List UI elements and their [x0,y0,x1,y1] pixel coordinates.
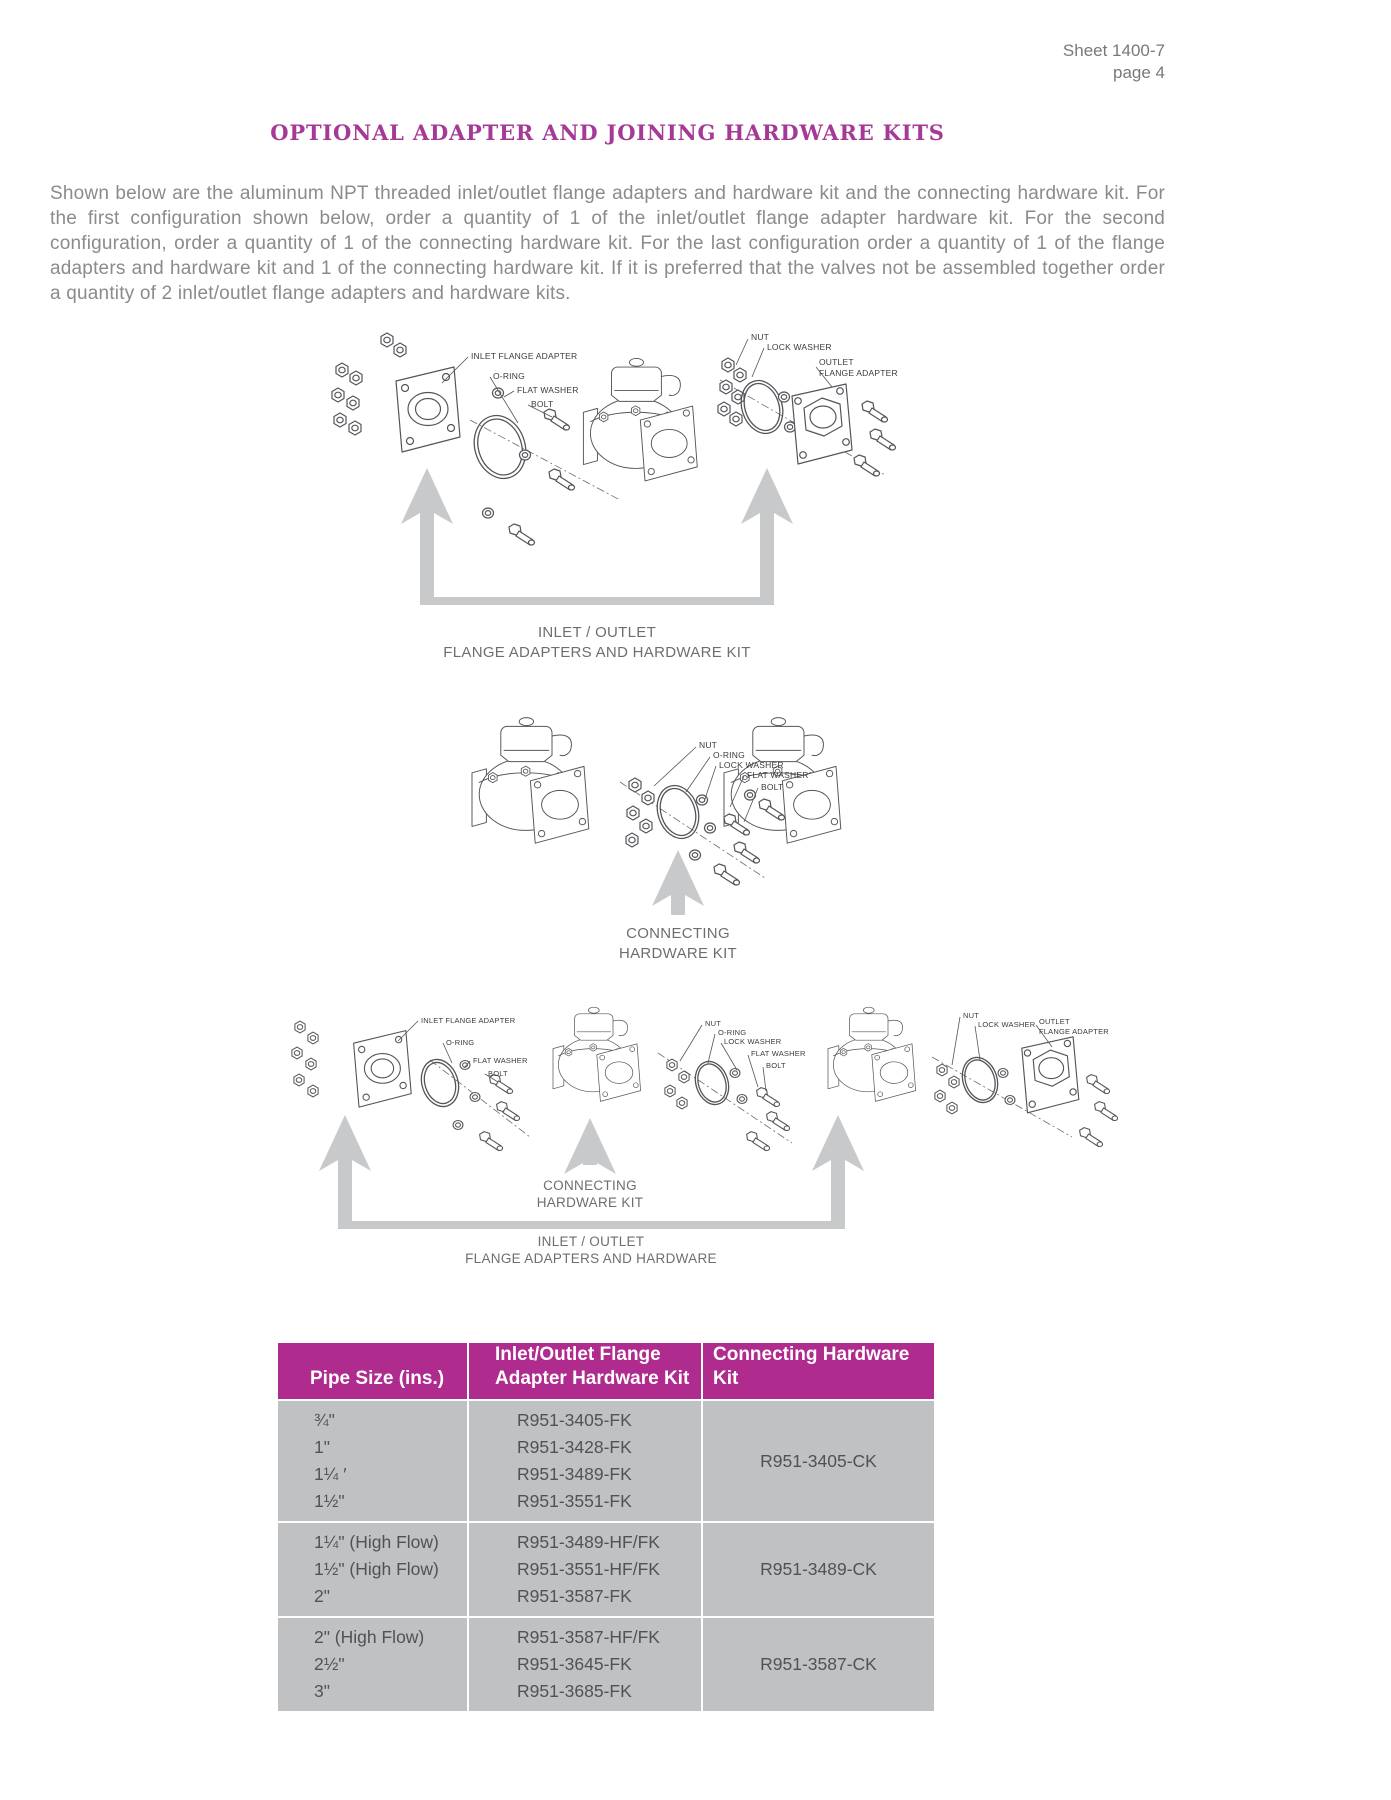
label-o-ring: O-RING [446,1038,475,1047]
bracket-bar [420,597,774,605]
up-arrow-icon [741,468,793,597]
sheet-number: Sheet 1400-7 [1062,41,1165,60]
label-o-ring: O-RING [493,371,525,381]
flange-kit-cell: R951-3405-FK [517,1410,632,1430]
up-arrow-icon [319,1115,371,1221]
label-inlet-flange-adapter: INLET FLANGE ADAPTER [471,351,578,361]
inlet-flange-adapter-icon [354,1031,412,1108]
label-flat-washer: FLAT WASHER [747,770,809,780]
label-nut: NUT [751,332,770,342]
page-number: page 4 [1113,63,1165,82]
page-title: OPTIONAL ADAPTER AND JOINING HARDWARE KITS [270,120,945,145]
diagram2-caption-line2: HARDWARE KIT [618,945,738,962]
diagram-connecting-kit [430,700,970,965]
connecting-kit-cell: R951-3489-CK [703,1523,934,1616]
o-ring-mid-icon [690,1057,734,1109]
pipe-size-cell: ¾" [314,1410,335,1430]
diagram2-caption-line1: CONNECTING [626,925,730,942]
table-group [278,1618,934,1711]
flange-kit-cell: R951-3551-HF/FK [517,1559,660,1579]
pipe-size-cell: 2" (High Flow) [314,1627,425,1647]
label-outlet-flange-2: FLANGE ADAPTER [819,368,898,378]
label-lock-washer: LOCK WASHER [767,342,832,352]
o-ring-icon [651,780,706,844]
valve-icon [583,358,697,480]
pipe-size-cell: 1" [314,1437,330,1457]
label-bolt: BOLT [531,399,554,409]
connecting-kit-cell: R951-3587-CK [703,1618,934,1711]
label-bolt: BOLT [761,782,784,792]
up-arrow-icon [401,468,453,597]
diagram3-caption-bottom-line1: INLET / OUTLET [537,1234,645,1249]
label-bolt: BOLT [488,1069,508,1078]
nut-cluster-right-icon [935,1064,959,1114]
bracket-bar [338,1221,845,1229]
label-outlet-flange-1: OUTLET [819,357,854,367]
label-flat-washer-mid: FLAT WASHER [751,1049,806,1058]
flat-washer-icon [690,850,701,860]
label-lock-washer-right: LOCK WASHER [978,1020,1036,1029]
label-bolt-mid: BOLT [766,1061,786,1070]
outlet-flange-adapter-icon [1022,1037,1079,1113]
outlet-flange-adapter-icon [792,384,852,464]
flange-kit-cell: R951-3587-FK [517,1586,632,1606]
sheet-info [1063,40,1165,84]
connecting-kit-cell: R951-3405-CK [703,1401,934,1521]
flange-kit-cell: R951-3428-FK [517,1437,632,1457]
label-o-ring: O-RING [713,750,745,760]
nut-cluster-icon [626,778,654,847]
diagram-combined-kits [280,965,1130,1270]
label-o-ring-mid: O-RING [718,1028,747,1037]
label-nut-mid: NUT [705,1019,722,1028]
hardware-kit-table [278,1343,934,1711]
bolt-icon [544,409,570,430]
nut-cluster-left-icon [292,1021,318,1097]
label-outlet-flange-2: FLANGE ADAPTER [1039,1027,1109,1036]
label-inlet-flange-adapter: INLET FLANGE ADAPTER [421,1016,516,1025]
flange-kit-cell: R951-3489-HF/FK [517,1532,660,1552]
table-header-row [278,1343,934,1399]
label-nut: NUT [699,740,718,750]
o-ring-icon [415,1055,464,1112]
o-ring-right-icon [735,375,790,439]
label-flat-washer: FLAT WASHER [473,1056,528,1065]
pipe-size-cell: 1½" [314,1491,345,1511]
diagram1-caption-line2: FLANGE ADAPTERS AND HARDWARE KIT [443,644,751,661]
valve-right-icon [724,718,841,844]
nut-cluster-right-icon [718,358,746,426]
up-arrow-icon [564,1118,616,1174]
flange-kit-cell: R951-3489-FK [517,1464,632,1484]
flange-kit-cell: R951-3645-FK [517,1654,632,1674]
o-ring-right-icon [957,1053,1004,1107]
label-outlet-flange-1: OUTLET [1039,1017,1070,1026]
inlet-flange-adapter-icon [396,367,460,452]
label-nut-right: NUT [963,1011,980,1020]
diagram3-caption-mid-line2: HARDWARE KIT [536,1195,644,1210]
table-group [278,1523,934,1616]
table-group [278,1401,934,1521]
label-lock-washer: LOCK WASHER [719,760,784,770]
valve-left-icon [472,718,589,844]
col-header-connecting-kit: Connecting Hardware Kit [703,1343,934,1399]
diagram1-caption-line1: INLET / OUTLET [537,624,657,641]
pipe-size-cell: 1½" (High Flow) [314,1559,439,1579]
o-ring-icon [466,409,533,485]
up-arrow-icon [812,1115,864,1221]
col-header-flange-kit: Inlet/Outlet Flange Adapter Hardware Kit [469,1343,701,1399]
valve-right-icon [828,1007,916,1101]
label-flat-washer: FLAT WASHER [517,385,579,395]
flange-kit-cell: R951-3587-HF/FK [517,1627,660,1647]
nut-cluster-left-icon [332,333,406,435]
diagram3-caption-mid-line1: CONNECTING [543,1178,637,1193]
pipe-size-cell: 2" [314,1586,330,1606]
flange-kit-cell: R951-3551-FK [517,1491,632,1511]
intro-paragraph: Shown below are the aluminum NPT threaded inlet/outlet flange adapters and hardware kit and the connecting hardware kit. For the first configuration shown below, order a quantity of 1 of the inlet/outlet flange adapter hardware kit. For the second configuration, order a quantity of 1 of the connecting hardware kit. For the last configuration order a quantity of 1 of the flange adapters and hardware kit and 1 of the connecting hardware kit. If it is preferred that the valves not be assembled together order a quantity of 2 inlet/outlet flange adapters and hardware kits. [50,183,1165,304]
pipe-size-cell: 1¼" (High Flow) [314,1532,439,1552]
diagram-flange-adapters-kit [320,325,900,670]
col-header-pipe-size: Pipe Size (ins.) [278,1343,467,1399]
nut-cluster-mid-icon [665,1059,689,1109]
pipe-size-cell: 3" [314,1681,330,1701]
flange-kit-cell: R951-3685-FK [517,1681,632,1701]
pipe-size-cell: 1¼ ′ [314,1464,347,1484]
valve-left-icon [553,1007,641,1101]
pipe-size-cell: 2½" [314,1654,345,1674]
diagram3-caption-bottom-line2: FLANGE ADAPTERS AND HARDWARE [465,1251,717,1266]
label-lock-washer-mid: LOCK WASHER [724,1037,782,1046]
